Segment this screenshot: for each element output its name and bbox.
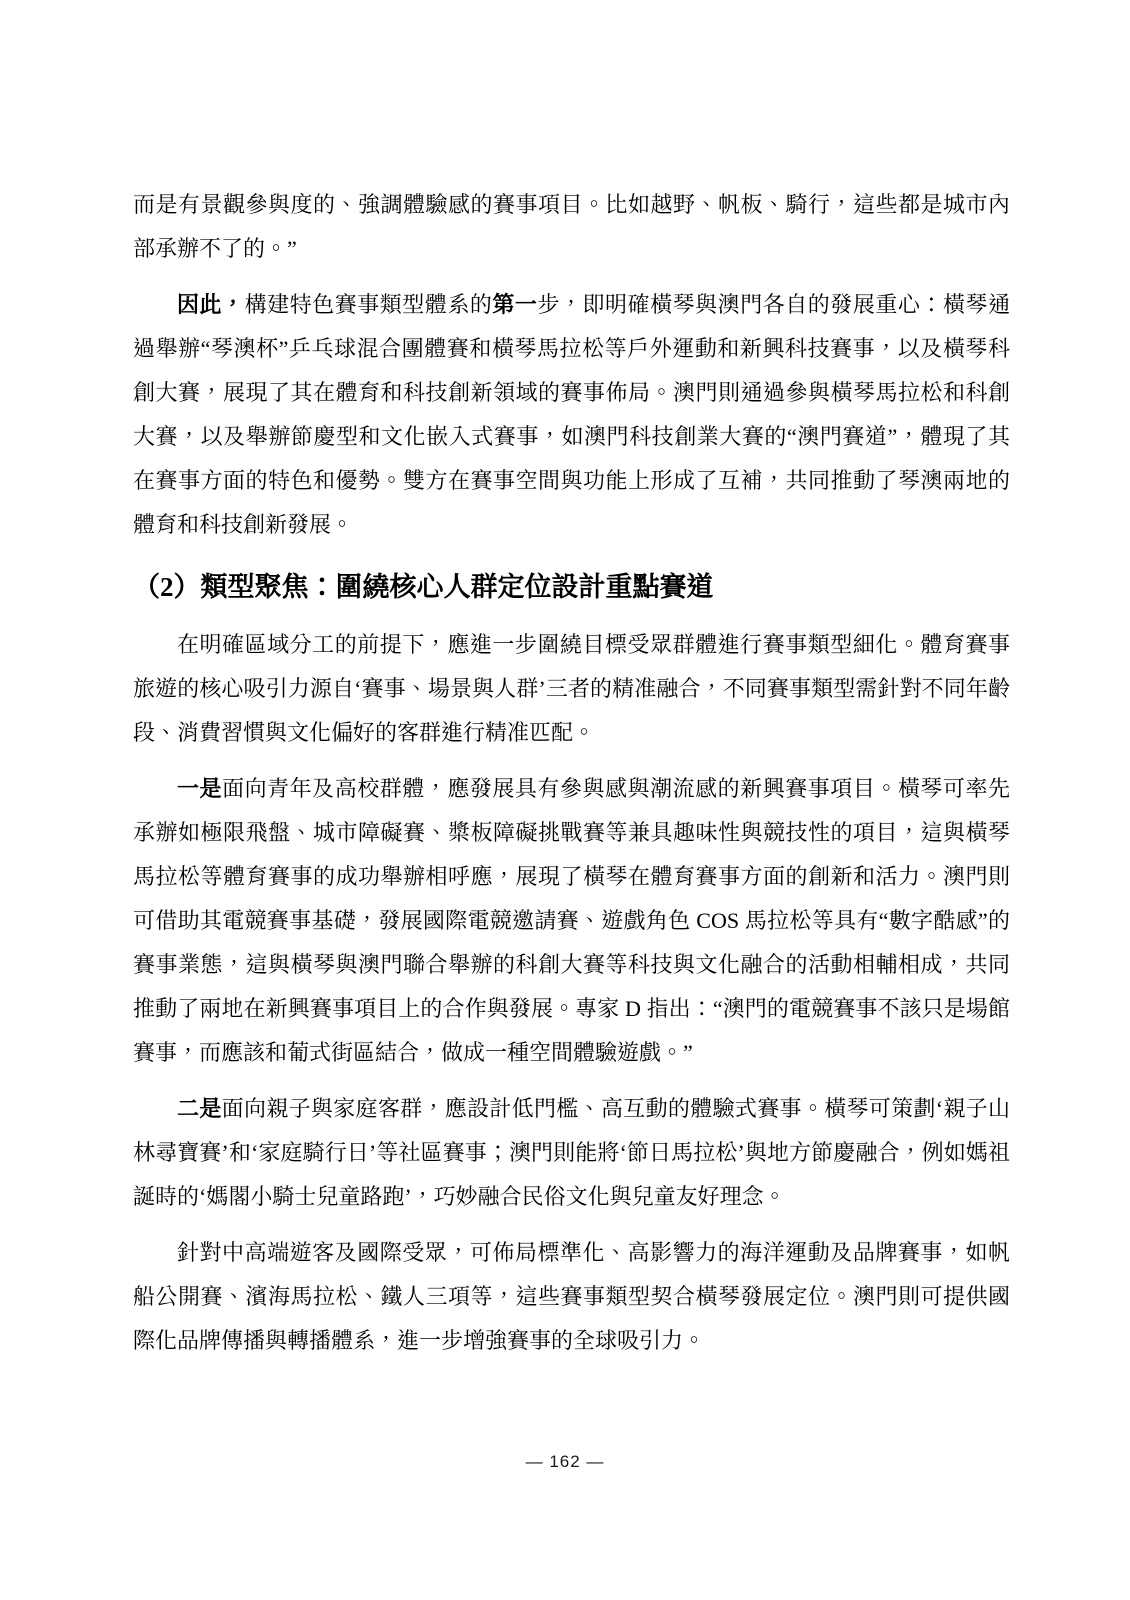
para-audience-segmentation xyxy=(133,623,1010,755)
text-run-bold: 因此， xyxy=(177,292,245,317)
para-youth-segment xyxy=(133,767,1010,1075)
text-run: 而是有景觀參與度的、強調體驗感的賽事項目。比如越野、帆板、騎行，這些都是城市內部承辦不了的。” xyxy=(133,192,1010,261)
section-heading: （2）類型聚焦：圍繞核心人群定位設計重點賽道 xyxy=(133,572,714,602)
page-number: — 162 — xyxy=(525,1452,605,1471)
text-run: 構建特色賽事類型體系的 xyxy=(244,292,493,317)
para-family-segment xyxy=(133,1087,1010,1219)
text-run: 面向青年及高校群體，應發展具有參與感與潮流感的新興賽事項目。橫琴可率先承辦如極限飛盤、城市障礙賽、槳板障礙挑戰賽等兼具趣味性與競技性的項目，這與橫琴馬拉松等體育賽事的成功舉辦相呼應，展現了橫琴在體育賽事方面的創新和活力。澳門則可借助其電競賽事基礎，發展國際電競邀請賽、遊戲角色 COS 馬拉松等具有“數字酷感”的賽事業態，這與橫琴與澳門聯合舉辦的科創大賽等科技與文化融合的活動相輔相成，共同推動了兩地在新興賽事項目上的合作與發展。專家 D 指出：“澳門的電競賽事不該只是場館賽事，而應該和葡式街區結合，做成一種空間體驗遊戲。” xyxy=(133,776,1010,1065)
para-premium-segment xyxy=(133,1231,1010,1363)
text-run: 步，即明確橫琴與澳門各自的發展重心：橫琴通過舉辦“琴澳杯”乒乓球混合團體賽和橫琴馬拉松等戶外運動和新興科技賽事，以及橫琴科創大賽，展現了其在體育和科技創新領域的賽事佈局。澳門則通過參與橫琴馬拉松和科創大賽，以及舉辦節慶型和文化嵌入式賽事，如澳門科技創業大賽的“澳門賽道”，體現了其在賽事方面的特色和優勢。雙方在賽事空間與功能上形成了互補，共同推動了琴澳兩地的體育和科技創新發展。 xyxy=(133,292,1010,537)
text-run-bold: 二是 xyxy=(177,1096,222,1121)
text-run: 在明確區域分工的前提下，應進一步圍繞目標受眾群體進行賽事類型細化。體育賽事旅遊的核心吸引力源自‘賽事、場景與人群’三者的精准融合，不同賽事類型需針對不同年齡段、消費習慣與文化偏好的客群進行精准匹配。 xyxy=(133,632,1010,745)
para-continuation xyxy=(133,183,1010,271)
text-run: 針對中高端遊客及國際受眾，可佈局標準化、高影響力的海洋運動及品牌賽事，如帆船公開賽、濱海馬拉松、鐵人三項等，這些賽事類型契合橫琴發展定位。澳門則可提供國際化品牌傳播與轉播體系，進一步增強賽事的全球吸引力。 xyxy=(133,1240,1010,1353)
text-run-bold: 第一 xyxy=(492,292,538,317)
text-run: 面向親子與家庭客群，應設計低門檻、高互動的體驗式賽事。橫琴可策劃‘親子山林尋寶賽’和‘家庭騎行日’等社區賽事；澳門則能將‘節日馬拉松’與地方節慶融合，例如媽祖誕時的‘媽閣小騎士兒童路跑’，巧妙融合民俗文化與兒童友好理念。 xyxy=(133,1096,1010,1209)
text-run-bold: 一是 xyxy=(177,776,223,801)
para-first-step xyxy=(133,283,1010,547)
